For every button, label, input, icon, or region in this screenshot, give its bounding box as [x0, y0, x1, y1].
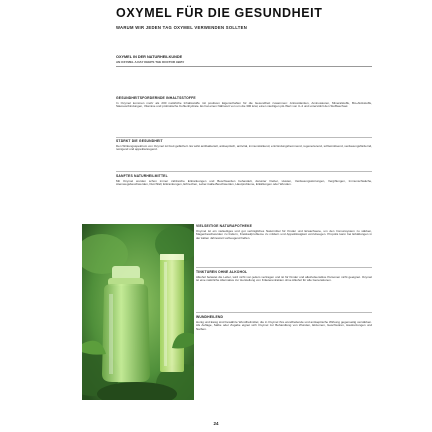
section-divider [116, 171, 372, 172]
section-heading: STÄRKT DIE GESUNDHEIT [116, 139, 163, 143]
section-divider [116, 137, 372, 138]
topic-divider [116, 66, 372, 67]
section-heading: SANFTES NATURHEILMITTEL [116, 174, 168, 178]
section-divider [196, 312, 372, 313]
section-tinctures [196, 270, 372, 310]
section-health [116, 139, 372, 169]
section-text: Oxymel ist ein vielseitiges und gut verträgliches Naturmittel für Kinder und Erwachsene, um den Immunsystem zu stärken, Magenbeschwerden zu lindern, Kreislaufprobleme zu mildern und Appetitlosigkeit vorzubeugen. Propolis kann bei Erkältungen in der kalten Jahreszeit vorbeugend helfen. [196, 228, 372, 241]
page-subtitle: WARUM WIR JEDEN TAG OXYMEL VERWENDEN SOLLTEN [116, 25, 248, 30]
page-title: OXYMEL FÜR DIE GESUNDHEIT [116, 6, 323, 20]
section-text: Alkohol belastet die Leber, wird nicht von jedem vertragen und ist für Kinder und alkoholsensitive Personen nicht geeignet. Oxymel ist eine natürliche Alternative zur Herstellung von Kräuterextrakten ohne Alkohol für alle Generationen. [196, 274, 372, 283]
section-wound-healing [196, 315, 372, 365]
section-heading: GESUNDHEITSFÖRDERNDE INHALTSSTOFFE [116, 96, 196, 100]
topic-label: OXYMEL IN DER NATURHEILKUNDE [116, 55, 183, 59]
page-number: 24 [213, 421, 219, 426]
section-heading: WUNDHEILEND [196, 315, 224, 319]
section-apothecary [196, 224, 372, 266]
section-divider [196, 267, 372, 268]
section-ingredients [116, 96, 372, 136]
section-heading: TINKTUREN OHNE ALKOHOL [196, 270, 248, 274]
section-text: Mit Oxymel wurden schon immer zahlreiche Erkrankungen und Beschwerden behandelt, darunter Fieber, Husten, Verdauungsstörungen, Vergiftungen, Immunschwäche, Atemwegsbeschwerden, Durchfall, Erkrankungen, Erbrechen, Leber-Galle-Beschwerden, Hautprobleme, Erkältungen oder Wunden. [116, 178, 372, 187]
section-text: In Oxymel kommen mehr als 200 natürliche Inhaltsstoffe mit positiven Eigenschaften für die Gesundheit zusammen: Antioxidantien, Aminosäuren, Mineralstoffe, Bio-Aktivstoffe, Säureverbindungen, Vitamine und probiotische Kohlenhydrate. Es hat einen Nährwert von um die 300 kcal, einen niedrigen pH-Wert von 3–4 und unterstützt den Stoffwechsel. [116, 100, 372, 109]
section-text: Honig und Essig sind bewährte Wundheilmittel, die in Oxymel ihre wundheilende und antiseptische Wirkung gegenseitig verstärken. Als Auflage, Salbe oder Zugabe eignet sich Oxymel zur Behandlung von Wunden, Ekzemen, Geschwüren, Hautreizungen und Narben. [196, 319, 372, 332]
section-heading: VIELSEITIGE NATURAPOTHEKE [196, 224, 253, 228]
section-remedy [116, 174, 372, 216]
section-text: Den Wirkungsspektrum von Oxymel ist breit gefächert. Es wirkt antibakteriell, antiseptisch, antiviral, immunstärkend, entzündungshemmend, regenerierend, schleimlösend, verdauungsfördernd, reinigend und appetitanregend. [116, 143, 372, 152]
oxymel-photo [82, 224, 194, 400]
topic-sublabel: AN OXYMEL A DAY KEEPS THE DOCTOR AWAY [116, 60, 185, 64]
